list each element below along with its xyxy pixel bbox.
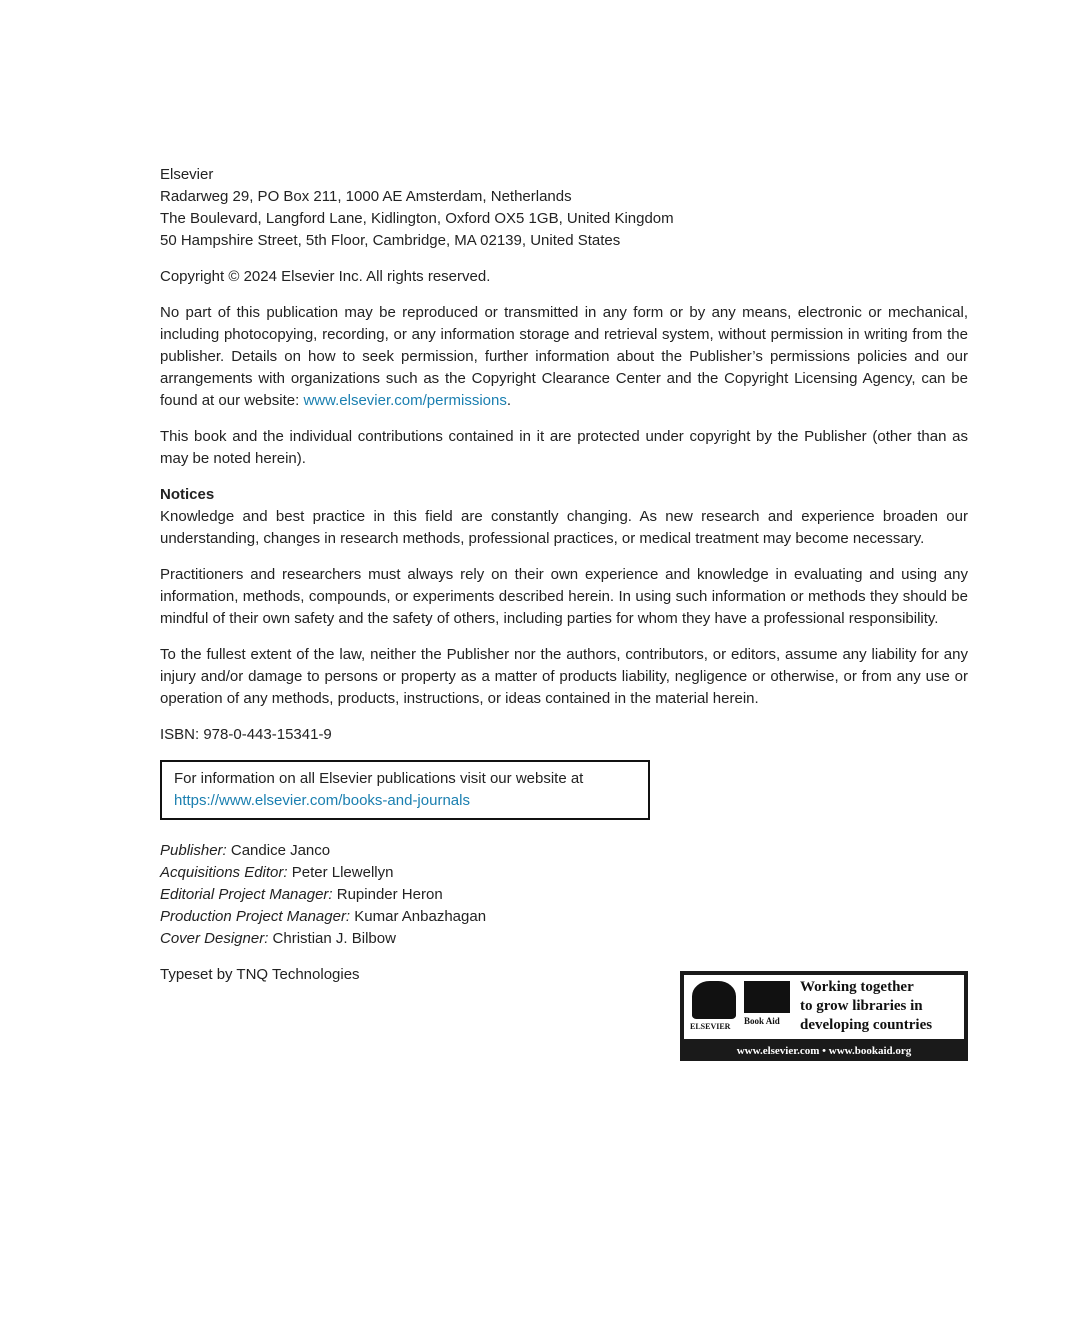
credit-line [160,928,968,950]
credit-name: Christian J. Bilbow [268,930,396,947]
book-aid-logo [680,971,968,1061]
notices-heading: Notices [160,486,215,503]
info-box [160,760,650,820]
logo-urls: www.elsevier.com • www.bookaid.org [736,1045,912,1057]
credit-name: Candice Janco [226,842,331,859]
address-line: Radarweg 29, PO Box 211, 1000 AE Amsterdam, Netherlands [160,188,572,205]
credit-role: Publisher: [160,842,227,859]
permissions-text: No part of this publication may be reproduced or transmitted in any form or by any means, electronic or mechanical, including photocopying, recording, or any information storage and retrieval system, without permission in writing from the publisher. Details on how to seek permission, further information about the Publisher’s permissions policies and our arrangements with organizations such as the Copyright Clearance Center and the Copyright Licensing Agency, can be found at our website: [160,304,968,409]
page-body [160,164,968,986]
permissions-paragraph: No part of this publication may be reproduced or transmitted in any form or by any means, electronic or mechanical, including photocopying, recording, or any information storage and retrieval system, without permission in writing from the publisher. Details on how to seek permission, further information about the Publisher’s permissions policies and our arrangements with organizations such as the Copyright Clearance Center and the Copyright Licensing Agency, can be found at our website: www.elsevier.com/permissions. [160,304,968,409]
notice-paragraph: To the fullest extent of the law, neither the Publisher nor the authors, contributors, or editors, assume any liability for any injury and/or damage to persons or property as a matter of products liability, negligence or otherwise, or from any use or operation of any methods, products, instructions, or ideas contained in the material herein. [160,646,968,707]
credits [160,840,968,950]
slogan-line: developing countries [800,1017,933,1033]
address-line: The Boulevard, Langford Lane, Kidlington, Oxford OX5 1GB, United Kingdom [160,210,674,227]
elsevier-tree-icon [692,981,736,1019]
publisher-address [160,164,968,252]
elsevier-wordmark: ELSEVIER [690,1022,731,1031]
credit-line [160,884,968,906]
credit-name: Kumar Anbazhagan [350,908,487,925]
slogan-line: to grow libraries in [800,998,923,1014]
typeset-line: Typeset by TNQ Technologies [160,966,360,983]
credit-name: Rupinder Heron [332,886,443,903]
notice-paragraph: Practitioners and researchers must always rely on their own experience and knowledge in evaluating and using any information, methods, compounds, or experiments described herein. In using such information or methods they should be mindful of their own safety and the safety of others, including parties for whom they have a professional responsibility. [160,566,968,627]
credit-role: Acquisitions Editor: [160,864,288,881]
credit-role: Production Project Manager: [160,908,351,925]
credit-role: Editorial Project Manager: [160,886,333,903]
isbn: ISBN: 978-0-443-15341-9 [160,726,332,743]
credit-role: Cover Designer: [160,930,269,947]
credit-name: Peter Llewellyn [287,864,394,881]
address-line: 50 Hampshire Street, 5th Floor, Cambridge, MA 02139, United States [160,232,621,249]
copyright-line: Copyright © 2024 Elsevier Inc. All rights reserved. [160,268,491,285]
permissions-link[interactable]: www.elsevier.com/permissions [303,392,507,409]
protected-paragraph: This book and the individual contributions contained in it are protected under copyright by the Publisher (other than as may be noted herein). [160,428,968,467]
info-text: For information on all Elsevier publications visit our website at [174,770,584,787]
books-journals-link[interactable]: https://www.elsevier.com/books-and-journals [174,792,470,809]
book-aid-wordmark: Book Aid [744,1016,780,1026]
address-line: Elsevier [160,166,214,183]
slogan-line: Working together [800,979,914,995]
credit-line [160,862,968,884]
book-aid-icon [744,981,790,1013]
logo-slogan [800,978,932,1035]
credit-line [160,906,968,928]
credit-line [160,840,968,862]
notice-paragraph: Knowledge and best practice in this field are constantly changing. As new research and experience broaden our understanding, changes in research methods, professional practices, or medical treatment may become necessary. [160,508,968,547]
